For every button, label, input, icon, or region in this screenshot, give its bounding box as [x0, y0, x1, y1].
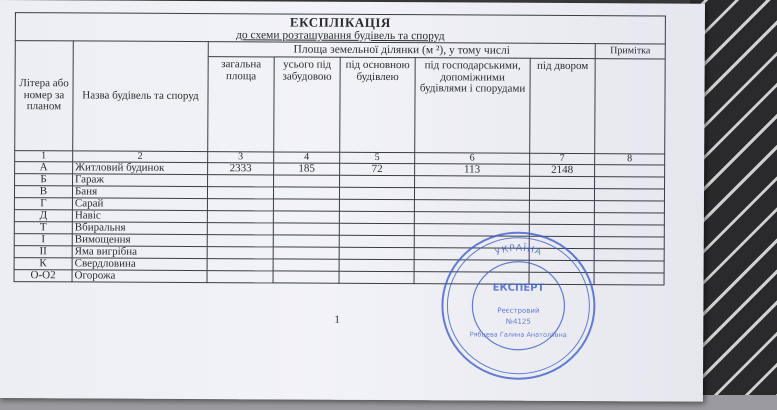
column-number: 3 — [208, 152, 274, 163]
column-number: 5 — [340, 152, 415, 163]
row-name: Яма вигрібна — [72, 246, 207, 259]
row-letter: А — [15, 162, 73, 174]
column-number: 6 — [415, 153, 530, 165]
stamp-number: №4125 — [505, 317, 531, 326]
column-number: 4 — [274, 152, 340, 163]
table-title-cell — [15, 13, 665, 44]
svg-text:УКРАЇНА — [494, 243, 544, 258]
column-number: 7 — [530, 153, 595, 164]
stamp-center-text: ЕКСПЕРТ — [492, 282, 545, 294]
table-title: ЕКСПЛІКАЦІЯ — [289, 14, 391, 31]
row-letter: Б — [15, 174, 73, 186]
row-name: Вимощення — [72, 234, 207, 247]
row-out: 113 — [415, 164, 530, 177]
stamp-owner: Рябцева Галина Анатоліївна — [469, 330, 567, 339]
row-letter: І — [14, 234, 72, 246]
header-note-empty — [595, 59, 666, 154]
row-letter: ІІ — [14, 246, 72, 258]
header-main-building: під основною будівлею — [340, 57, 415, 152]
row-main: 72 — [340, 163, 415, 175]
row-note — [595, 165, 665, 177]
column-number: 1 — [15, 151, 73, 162]
header-built: усього під забудовою — [274, 57, 340, 152]
row-name: Баня — [72, 186, 207, 199]
stamp-registry: Реєстровий — [497, 306, 540, 315]
row-built: 185 — [274, 163, 340, 175]
row-letter: Д — [14, 210, 72, 222]
row-name: Гараж — [73, 174, 208, 187]
header-yard: під двором — [530, 58, 595, 153]
header-name: Назва будівель та споруд — [73, 41, 209, 152]
header-letter: Літера або номер за планом — [15, 41, 74, 151]
page-number: 1 — [334, 313, 340, 326]
header-total: загальна площа — [208, 57, 274, 152]
row-name: Вбиральня — [72, 222, 207, 235]
row-yard: 2148 — [530, 164, 595, 176]
row-total: 2333 — [208, 163, 274, 175]
header-area-group: Площа земельної ділянки (м ²), у тому числі — [208, 42, 595, 59]
header-note: Примітка — [595, 44, 665, 59]
column-number: 8 — [595, 154, 665, 165]
row-name: Огорожа — [72, 270, 207, 283]
row-letter: О-О2 — [14, 270, 72, 282]
table-subtitle: до схеми розташування будівель та споруд — [236, 29, 445, 43]
row-letter: Г — [14, 198, 72, 210]
row-letter: Т — [14, 222, 72, 234]
column-number: 2 — [73, 151, 208, 163]
row-letter: К — [14, 258, 72, 270]
row-name: Свердловина — [72, 258, 207, 271]
row-name: Житловий будинок — [73, 162, 208, 175]
expert-stamp — [438, 228, 599, 384]
stamp-country: УКРАЇНА — [493, 243, 544, 259]
row-name: Навіс — [72, 210, 207, 223]
row-letter: В — [14, 186, 72, 198]
row-name: Сарай — [72, 198, 207, 211]
header-outbuildings: під господарськими, допоміжними будівлями і спорудами — [415, 58, 530, 154]
